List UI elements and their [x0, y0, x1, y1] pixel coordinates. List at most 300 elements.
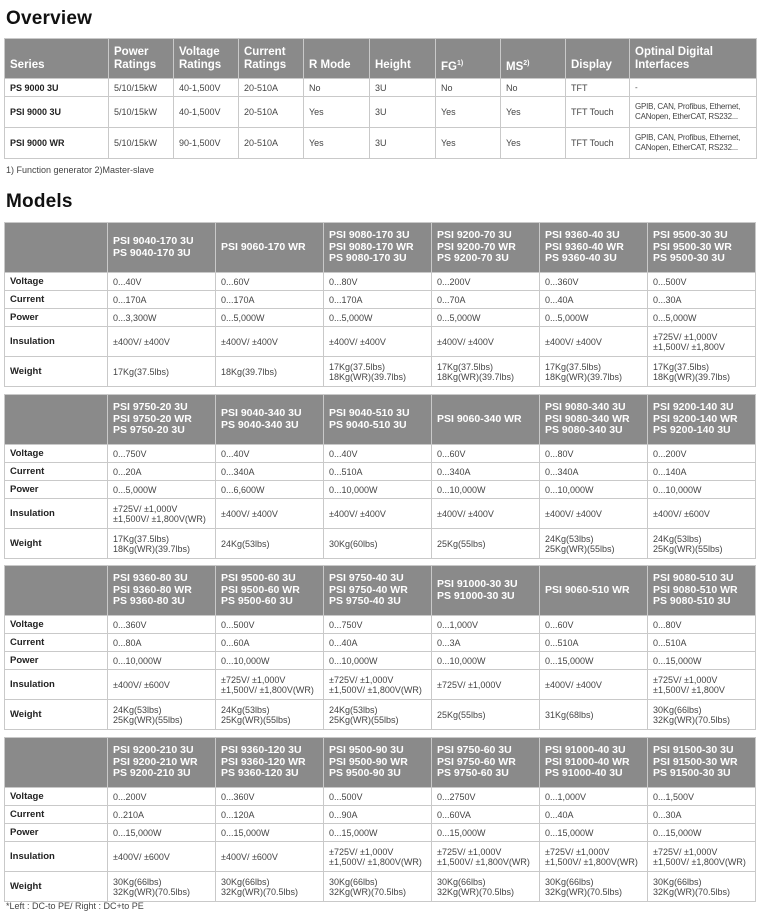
spec-value: ±1,500V/ ±1,800V(WR)	[653, 856, 746, 867]
spec-label: Weight	[5, 357, 108, 387]
spec-cell	[648, 291, 756, 309]
spec-value: 0...510A	[653, 637, 687, 648]
spec-label: Power	[5, 652, 108, 670]
spec-value: 0...10,000W	[437, 484, 486, 495]
spec-cell	[108, 788, 216, 806]
spec-value: 25Kg(55lbs)	[437, 538, 486, 549]
overview-cell: Yes	[436, 97, 501, 128]
spec-row-current	[5, 463, 756, 481]
spec-cell	[432, 842, 540, 872]
spec-cell	[540, 872, 648, 902]
overview-cell: 5/10/15kW	[109, 97, 174, 128]
spec-value: 18Kg(WR)(39.7lbs)	[653, 371, 731, 382]
overview-table	[4, 38, 757, 159]
models-table-2	[4, 394, 756, 559]
spec-cell	[216, 788, 324, 806]
spec-value: 0...15,000W	[437, 827, 486, 838]
spec-label: Voltage	[5, 788, 108, 806]
spec-cell	[108, 529, 216, 559]
spec-value: ±400V/ ±400V	[545, 679, 602, 690]
spec-value: ±400V/ ±400V	[221, 508, 278, 519]
model-name: PSI 9360-80 WR	[113, 583, 192, 596]
model-name: PSI 9060-170 WR	[221, 240, 306, 253]
spec-cell	[324, 634, 432, 652]
spec-value: 0...10,000W	[329, 655, 378, 666]
spec-value: 30Kg(66lbs)	[437, 876, 486, 887]
spec-value: 32Kg(WR)(70.5lbs)	[113, 886, 191, 897]
spec-value: ±725V/ ±1,000V	[437, 846, 502, 857]
model-name: PSI 9750-20 WR	[113, 412, 192, 425]
model-header	[324, 738, 432, 788]
model-header	[540, 738, 648, 788]
model-header	[432, 395, 540, 445]
model-header-row	[5, 738, 756, 788]
model-name: PSI 9060-340 WR	[437, 412, 522, 425]
spec-value: ±725V/ ±1,000V	[329, 846, 394, 857]
spec-cell	[648, 445, 756, 463]
spec-row-weight	[5, 700, 756, 730]
overview-row	[5, 128, 757, 159]
spec-value: 0...40A	[545, 809, 574, 820]
models-table-4	[4, 737, 756, 902]
spec-cell	[540, 652, 648, 670]
spec-cell	[108, 616, 216, 634]
spec-value: 0...6,600W	[221, 484, 265, 495]
spec-cell	[216, 670, 324, 700]
spec-value: 0...10,000W	[545, 484, 594, 495]
spec-value: 0...40A	[329, 637, 358, 648]
spec-row-weight	[5, 529, 756, 559]
spec-cell	[432, 481, 540, 499]
spec-value: 0...500V	[653, 276, 687, 287]
spec-cell	[648, 806, 756, 824]
model-header	[324, 395, 432, 445]
spec-value: 0...80V	[653, 619, 682, 630]
spec-value: ±400V/ ±400V	[545, 508, 602, 519]
spec-cell	[324, 670, 432, 700]
header-corner	[5, 223, 108, 273]
spec-cell	[216, 872, 324, 902]
spec-value: 0...10,000W	[329, 484, 378, 495]
spec-cell	[540, 670, 648, 700]
spec-value: 0...60VA	[437, 809, 471, 820]
ms-footnote-marker: 2)	[523, 60, 530, 68]
spec-value: 0...360V	[221, 791, 255, 802]
spec-value: 0...2750V	[437, 791, 476, 802]
spec-cell	[108, 309, 216, 327]
spec-row-insulation	[5, 499, 756, 529]
model-name: PS 9360-120 3U	[221, 767, 299, 780]
model-name: PSI 9080-510 WR	[653, 583, 738, 596]
col-header-rmode: R Mode	[304, 39, 370, 79]
spec-cell	[216, 481, 324, 499]
model-name: PS 9080-510 3U	[653, 595, 731, 608]
col-header-height: Height	[370, 39, 436, 79]
model-header	[432, 738, 540, 788]
spec-cell	[324, 481, 432, 499]
spec-value: ±400V/ ±600V	[653, 508, 710, 519]
spec-cell	[432, 291, 540, 309]
overview-title: Overview	[6, 8, 93, 29]
spec-value: ±1,500V/ ±1,800V(WR)	[113, 513, 206, 524]
spec-value: 30Kg(66lbs)	[653, 704, 702, 715]
model-name: PSI 9200-210 3U	[113, 744, 194, 757]
overview-cell: TFT	[566, 79, 630, 97]
spec-value: 17Kg(37.5lbs)	[329, 361, 386, 372]
spec-value: 0...10,000W	[113, 655, 162, 666]
model-header	[216, 738, 324, 788]
spec-value: 17Kg(37.5lbs)	[437, 361, 494, 372]
spec-value: 0...5,000W	[221, 312, 265, 323]
spec-label: Current	[5, 463, 108, 481]
overview-cell: 90-1,500V	[174, 128, 239, 159]
spec-value: 18Kg(39.7lbs)	[221, 366, 278, 377]
spec-cell	[432, 445, 540, 463]
spec-value: ±725V/ ±1,000V	[437, 679, 502, 690]
spec-value: 30Kg(66lbs)	[221, 876, 270, 887]
spec-value: 0...360V	[113, 619, 147, 630]
spec-cell	[540, 273, 648, 291]
col-header-voltage: Voltage Ratings	[174, 39, 239, 79]
spec-cell	[324, 824, 432, 842]
model-header	[432, 566, 540, 616]
overview-cell: 20-510A	[239, 97, 304, 128]
spec-value: 0...20A	[113, 466, 142, 477]
model-name: PSI 9360-120 3U	[221, 744, 302, 757]
header-corner	[5, 395, 108, 445]
spec-value: ±1,500V/ ±1,800V(WR)	[329, 684, 422, 695]
spec-value: ±400V/ ±400V	[221, 336, 278, 347]
model-name: PSI 9080-170 3U	[329, 229, 410, 242]
model-name: PS 9750-60 3U	[437, 767, 509, 780]
model-header	[648, 223, 756, 273]
spec-value: 30Kg(66lbs)	[113, 876, 162, 887]
spec-cell	[216, 529, 324, 559]
spec-value: 0...5,000W	[653, 312, 697, 323]
spec-cell	[108, 670, 216, 700]
model-name: PSI 9200-140 3U	[653, 401, 734, 414]
spec-cell	[432, 616, 540, 634]
spec-label: Power	[5, 481, 108, 499]
model-header	[216, 223, 324, 273]
spec-cell	[648, 273, 756, 291]
model-name: PS 9040-170 3U	[113, 246, 191, 259]
spec-value: 30Kg(66lbs)	[545, 876, 594, 887]
spec-value: ±725V/ ±1,000V	[113, 503, 178, 514]
spec-cell	[324, 291, 432, 309]
spec-cell	[648, 842, 756, 872]
spec-value: 0...80V	[545, 448, 574, 459]
ms-label: MS	[506, 60, 524, 73]
spec-cell	[108, 842, 216, 872]
spec-cell	[648, 499, 756, 529]
spec-cell	[108, 700, 216, 730]
spec-label: Weight	[5, 700, 108, 730]
model-name: PSI 9040-510 3U	[329, 407, 410, 419]
spec-cell	[216, 273, 324, 291]
col-header-series: Series	[5, 39, 109, 79]
spec-cell	[324, 445, 432, 463]
spec-value: 0...40V	[221, 448, 250, 459]
spec-cell	[324, 499, 432, 529]
col-header-power: Power Ratings	[109, 39, 174, 79]
spec-value: 24Kg(53lbs)	[329, 704, 378, 715]
model-header	[648, 566, 756, 616]
spec-value: 0...5,000W	[113, 484, 157, 495]
model-name: PS 9360-80 3U	[113, 595, 185, 608]
spec-value: 24Kg(53lbs)	[221, 704, 270, 715]
spec-value: 32Kg(WR)(70.5lbs)	[545, 886, 623, 897]
spec-value: 0...5,000W	[545, 312, 589, 323]
spec-value: 0...40A	[545, 294, 574, 305]
model-name: PSI 9080-170 WR	[329, 240, 414, 253]
spec-value: ±725V/ ±1,000V	[653, 846, 718, 857]
model-name: PSI 9500-60 3U	[221, 572, 296, 585]
model-name: PSI 9750-60 WR	[437, 755, 516, 768]
spec-label: Current	[5, 634, 108, 652]
spec-value: 0...340A	[221, 466, 255, 477]
spec-value: ±725V/ ±1,000V	[329, 674, 394, 685]
model-name: PSI 9080-340 3U	[545, 401, 626, 414]
model-name: PS 9040-510 3U	[329, 418, 407, 431]
col-header-interfaces: Optinal Digital Interfaces	[630, 39, 757, 79]
fg-footnote-marker: 1)	[456, 60, 464, 68]
spec-cell	[540, 327, 648, 357]
spec-value: 0...140A	[653, 466, 687, 477]
spec-value: 24Kg(53lbs)	[653, 533, 702, 544]
overview-header-row	[5, 39, 757, 79]
spec-value: 32Kg(WR)(70.5lbs)	[437, 886, 515, 897]
model-name: PSI 9360-40 WR	[545, 240, 624, 253]
spec-value: 0...90A	[329, 809, 358, 820]
spec-cell	[432, 357, 540, 387]
spec-value: 0...15,000W	[329, 827, 378, 838]
model-name: PSI 9060-510 WR	[545, 583, 630, 596]
spec-cell	[648, 652, 756, 670]
spec-row-power	[5, 652, 756, 670]
spec-cell	[216, 634, 324, 652]
spec-label: Voltage	[5, 273, 108, 291]
spec-cell	[324, 357, 432, 387]
model-name: PSI 91000-40 WR	[545, 755, 630, 768]
spec-value: 0...30A	[653, 294, 682, 305]
header-corner	[5, 738, 108, 788]
spec-value: 0...200V	[437, 276, 471, 287]
overview-cell: 5/10/15kW	[109, 128, 174, 159]
model-name: PSI 9080-510 3U	[653, 572, 734, 585]
spec-cell	[324, 529, 432, 559]
model-name: PSI 9040-170 3U	[113, 235, 194, 247]
spec-cell	[432, 463, 540, 481]
spec-value: 17Kg(37.5lbs)	[113, 533, 170, 544]
spec-cell	[324, 309, 432, 327]
spec-value: 0...15,000W	[113, 827, 162, 838]
spec-value: 32Kg(WR)(70.5lbs)	[653, 886, 731, 897]
model-header	[108, 395, 216, 445]
spec-cell	[108, 872, 216, 902]
model-name: PSI 9500-30 3U	[653, 229, 728, 242]
spec-label: Insulation	[5, 499, 108, 529]
spec-value: 0...170A	[221, 294, 255, 305]
spec-value: 0...3,300W	[113, 312, 157, 323]
overview-cell: Yes	[436, 128, 501, 159]
spec-value: 18Kg(WR)(39.7lbs)	[329, 371, 407, 382]
model-name: PSI 9500-60 WR	[221, 583, 300, 596]
spec-value: 0...1,000V	[437, 619, 479, 630]
spec-value: 0...40V	[113, 276, 142, 287]
model-name: PSI 91000-30 3U	[437, 578, 518, 590]
model-name: PSI 9500-90 3U	[329, 744, 404, 757]
spec-value: ±400V/ ±400V	[437, 336, 494, 347]
spec-cell	[216, 499, 324, 529]
model-name: PS 9500-60 3U	[221, 595, 293, 608]
overview-cell: No	[501, 79, 566, 97]
spec-cell	[108, 481, 216, 499]
col-header-fg	[436, 39, 501, 79]
model-name: PS 91000-30 3U	[437, 589, 515, 602]
overview-series-cell: PSI 9000 WR	[5, 128, 109, 159]
spec-cell	[540, 357, 648, 387]
spec-cell	[540, 481, 648, 499]
spec-value: 24Kg(53lbs)	[545, 533, 594, 544]
model-header	[432, 223, 540, 273]
spec-value: 0...60V	[221, 276, 250, 287]
spec-value: 0...3A	[437, 637, 461, 648]
overview-cell: 5/10/15kW	[109, 79, 174, 97]
spec-cell	[648, 357, 756, 387]
spec-cell	[432, 273, 540, 291]
spec-cell	[540, 788, 648, 806]
spec-value: ±1,500V/ ±1,800V(WR)	[545, 856, 638, 867]
spec-cell	[108, 463, 216, 481]
spec-cell	[432, 824, 540, 842]
spec-cell	[216, 291, 324, 309]
spec-value: 25Kg(WR)(55lbs)	[113, 714, 183, 725]
model-header	[216, 566, 324, 616]
models-table-1	[4, 222, 756, 387]
spec-cell	[108, 652, 216, 670]
spec-cell	[216, 806, 324, 824]
spec-cell	[648, 309, 756, 327]
spec-value: 0...10,000W	[653, 484, 702, 495]
model-name: PS 9500-30 3U	[653, 252, 725, 265]
header-corner	[5, 566, 108, 616]
overview-series-cell: PS 9000 3U	[5, 79, 109, 97]
spec-value: ±1,500V/ ±1,800V(WR)	[437, 856, 530, 867]
spec-cell	[540, 700, 648, 730]
overview-cell: 3U	[370, 97, 436, 128]
model-header	[324, 566, 432, 616]
spec-value: 17Kg(37.5lbs)	[653, 361, 710, 372]
spec-cell	[216, 357, 324, 387]
model-header	[108, 566, 216, 616]
model-name: PSI 9750-20 3U	[113, 401, 188, 414]
spec-cell	[540, 309, 648, 327]
overview-cell: 3U	[370, 79, 436, 97]
model-header-row	[5, 223, 756, 273]
spec-value: 0...750V	[329, 619, 363, 630]
spec-cell	[324, 872, 432, 902]
models-title: Models	[6, 191, 73, 212]
col-header-current: Current Ratings	[239, 39, 304, 79]
spec-cell	[540, 291, 648, 309]
overview-cell: 40-1,500V	[174, 97, 239, 128]
spec-cell	[108, 291, 216, 309]
spec-row-voltage	[5, 616, 756, 634]
overview-cell: Yes	[304, 128, 370, 159]
spec-label: Power	[5, 824, 108, 842]
spec-label: Power	[5, 309, 108, 327]
overview-cell: TFT Touch	[566, 128, 630, 159]
spec-cell	[648, 481, 756, 499]
model-header	[108, 223, 216, 273]
model-name: PS 91500-30 3U	[653, 767, 731, 780]
spec-value: 0...15,000W	[653, 827, 702, 838]
spec-cell	[324, 788, 432, 806]
models-table-3	[4, 565, 756, 730]
spec-value: 0...15,000W	[545, 827, 594, 838]
spec-row-current	[5, 291, 756, 309]
spec-value: 0...510A	[545, 637, 579, 648]
overview-cell: Yes	[501, 97, 566, 128]
spec-cell	[432, 634, 540, 652]
spec-cell	[216, 842, 324, 872]
model-name: PSI 9750-40 3U	[329, 572, 404, 585]
model-header	[540, 566, 648, 616]
spec-cell	[540, 824, 648, 842]
spec-value: ±725V/ ±1,000V	[653, 674, 718, 685]
spec-cell	[648, 463, 756, 481]
model-header-row	[5, 566, 756, 616]
spec-value: 0...80V	[329, 276, 358, 287]
model-name: PSI 9200-140 WR	[653, 412, 738, 425]
spec-cell	[324, 700, 432, 730]
model-header	[648, 738, 756, 788]
spec-value: 25Kg(WR)(55lbs)	[545, 543, 615, 554]
overview-cell: 40-1,500V	[174, 79, 239, 97]
overview-footnote: 1) Function generator 2)Master-slave	[6, 165, 155, 175]
spec-value: 0...30A	[653, 809, 682, 820]
spec-cell	[324, 327, 432, 357]
spec-value: ±1,500V/ ±1,800V	[653, 341, 725, 352]
spec-value: ±400V/ ±600V	[113, 679, 170, 690]
spec-value: 25Kg(WR)(55lbs)	[329, 714, 399, 725]
spec-value: ±725V/ ±1,000V	[653, 331, 718, 342]
spec-cell	[324, 463, 432, 481]
spec-value: ±400V/ ±400V	[545, 336, 602, 347]
spec-row-power	[5, 824, 756, 842]
spec-row-current	[5, 634, 756, 652]
spec-value: 0...60V	[545, 619, 574, 630]
model-name: PS 9200-140 3U	[653, 424, 731, 437]
overview-cell: GPIB, CAN, Profibus, Ethernet, CANopen, EtherCAT, RS232...	[630, 128, 757, 159]
spec-cell	[648, 788, 756, 806]
spec-label: Insulation	[5, 842, 108, 872]
model-name: PS 9040-340 3U	[221, 418, 299, 431]
spec-cell	[540, 806, 648, 824]
spec-cell	[432, 806, 540, 824]
spec-value: 0...340A	[437, 466, 471, 477]
spec-value: 24Kg(53lbs)	[113, 704, 162, 715]
model-header	[540, 223, 648, 273]
spec-value: 0...5,000W	[437, 312, 481, 323]
spec-row-insulation	[5, 842, 756, 872]
spec-row-insulation	[5, 670, 756, 700]
spec-cell	[540, 463, 648, 481]
spec-cell	[216, 616, 324, 634]
spec-cell	[216, 463, 324, 481]
spec-value: 0...15,000W	[221, 827, 270, 838]
